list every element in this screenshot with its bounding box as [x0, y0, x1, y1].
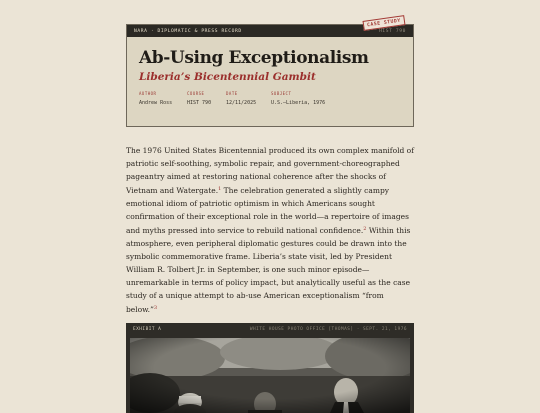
meta-value: U.S.–Liberia, 1976: [271, 100, 326, 106]
footnote-ref-1[interactable]: 1: [218, 186, 222, 192]
case-study-stamp: CASE STUDY: [363, 15, 406, 31]
meta-value: 12/11/2025: [226, 100, 257, 106]
document-header-card: [126, 18, 414, 127]
archival-photo: [130, 338, 410, 413]
meta-value: HIST 790: [187, 100, 212, 106]
footnote-ref-2[interactable]: 2: [363, 226, 367, 232]
exhibit-label: EXHIBIT A: [133, 326, 162, 332]
essay-text: The 1976 United States Bicentennial produced its own complex manifold of patriotic self-soothing, symbolic repair, and government-choreographed pageantry aimed at restoring national coherence after the shocks of Vietnam and Watergate.: [126, 146, 414, 195]
exhibit-caption: WHITE HOUSE PHOTO OFFICE [THOMAS] · SEPT. 21, 1976: [249, 326, 407, 332]
exhibit-figure: [126, 323, 414, 413]
meta-course: [187, 91, 211, 106]
footnote-ref-3[interactable]: 3: [153, 305, 158, 311]
course-ref: HIST 790: [379, 28, 406, 34]
exhibit-bar: [126, 323, 414, 335]
meta-subject: [271, 91, 325, 106]
meta-value: Andrew Ross: [139, 100, 173, 106]
meta-label: DATE: [226, 91, 238, 96]
essay-text: The celebration generated a slightly campy emotional idiom of patriotic optimism in which Americans sought confirmation of their exceptional role in the world—a repertoire of images and myths pressed into service to rebuild national confidence.: [126, 186, 409, 235]
meta-label: COURSE: [187, 91, 205, 96]
essay-paragraph: [126, 144, 414, 316]
meta-label: SUBJECT: [271, 91, 292, 96]
essay-body: [126, 144, 414, 316]
meta-date: [226, 91, 256, 106]
photo-image: [130, 338, 410, 413]
meta-label: AUTHOR: [139, 91, 157, 96]
meta-author: [139, 91, 172, 106]
page-title: Ab-Using Exceptionalism: [139, 48, 369, 68]
page-subtitle: Liberia’s Bicentennial Gambit: [139, 71, 316, 83]
essay-text: Within this atmosphere, even peripheral diplomatic gestures could be drawn into the symbolic commemorative frame. Liberia’s state visit, led by President William R. Tolbert Jr. in September, is one such minor episode—unremarkable in terms of policy impact, but analytically useful as the case study of a unique attempt to ab-use American exceptionalism “from below.”: [126, 226, 411, 314]
breadcrumb: NARA · DIPLOMATIC & PRESS RECORD: [134, 28, 242, 34]
